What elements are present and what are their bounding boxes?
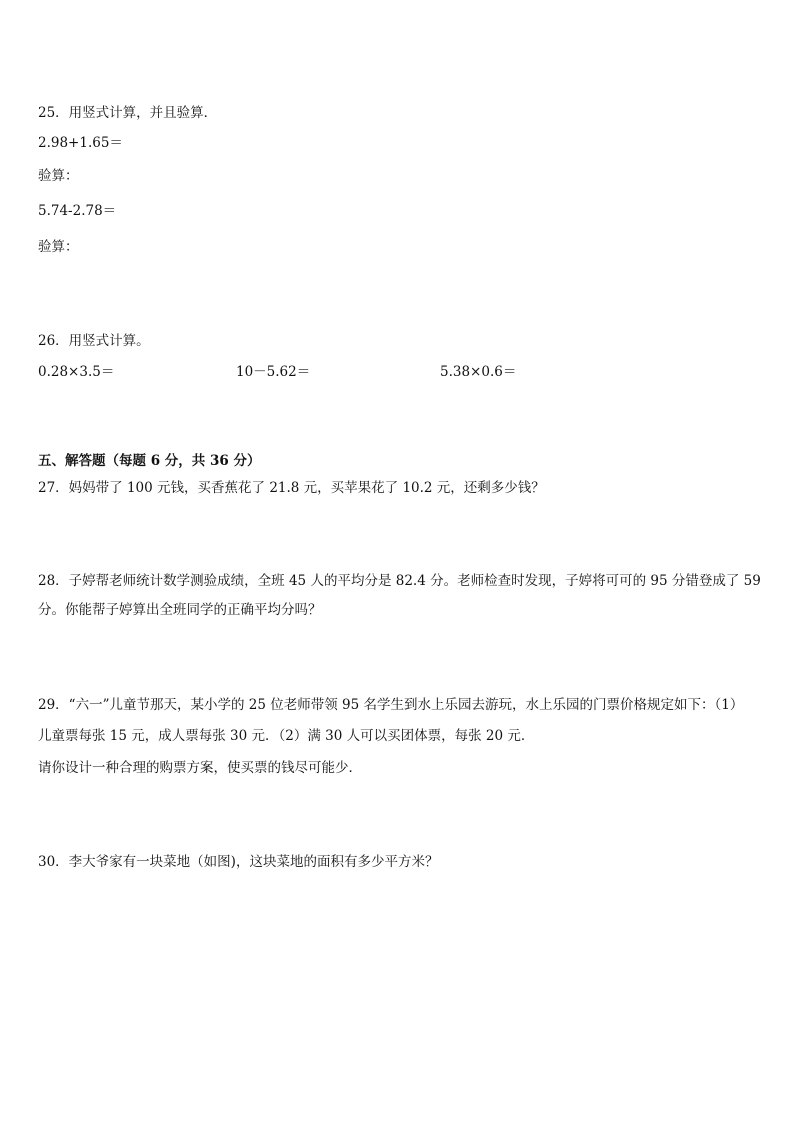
question-29-line-1: 29．“六一”儿童节那天，某小学的 25 位老师带领 95 名学生到水上乐园去游玩，水上乐园的门票价格规定如下：（1） [38, 697, 744, 713]
question-28-line-2: 分。你能帮子婷算出全班同学的正确平均分吗？ [38, 602, 322, 618]
question-26-expression-3: 5.38×0.6＝ [440, 364, 517, 380]
question-25-check-label-1: 验算： [38, 168, 79, 184]
question-26-title: 26．用竖式计算。 [38, 333, 150, 349]
question-25-title: 25．用竖式计算，并且验算． [38, 105, 218, 121]
question-25-expression-1: 2.98+1.65＝ [38, 135, 123, 151]
question-25-check-label-2: 验算： [38, 239, 79, 255]
question-26-expression-1: 0.28×3.5＝ [38, 364, 115, 380]
question-30-text: 30．李大爷家有一块菜地（如图)，这块菜地的面积有多少平方米？ [38, 854, 439, 870]
question-29-line-2: 儿童票每张 15 元，成人票每张 30 元．（2）满 30 人可以买团体票，每张 20 元． [38, 728, 535, 744]
question-28-line-1: 28．子婷帮老师统计数学测验成绩，全班 45 人的平均分是 82.4 分。老师检查时发现，子婷将可可的 95 分错登成了 59 [38, 573, 761, 589]
question-26-expression-2: 10－5.62＝ [236, 364, 311, 380]
section-5-heading: 五、解答题（每题 6 分，共 36 分） [38, 453, 261, 469]
question-27-text: 27．妈妈带了 100 元钱，买香蕉花了 21.8 元，买苹果花了 10.2 元，还剩多少钱？ [38, 480, 545, 496]
question-29-line-3: 请你设计一种合理的购票方案，使买票的钱尽可能少． [38, 760, 362, 776]
question-25-expression-2: 5.74-2.78＝ [38, 203, 117, 219]
